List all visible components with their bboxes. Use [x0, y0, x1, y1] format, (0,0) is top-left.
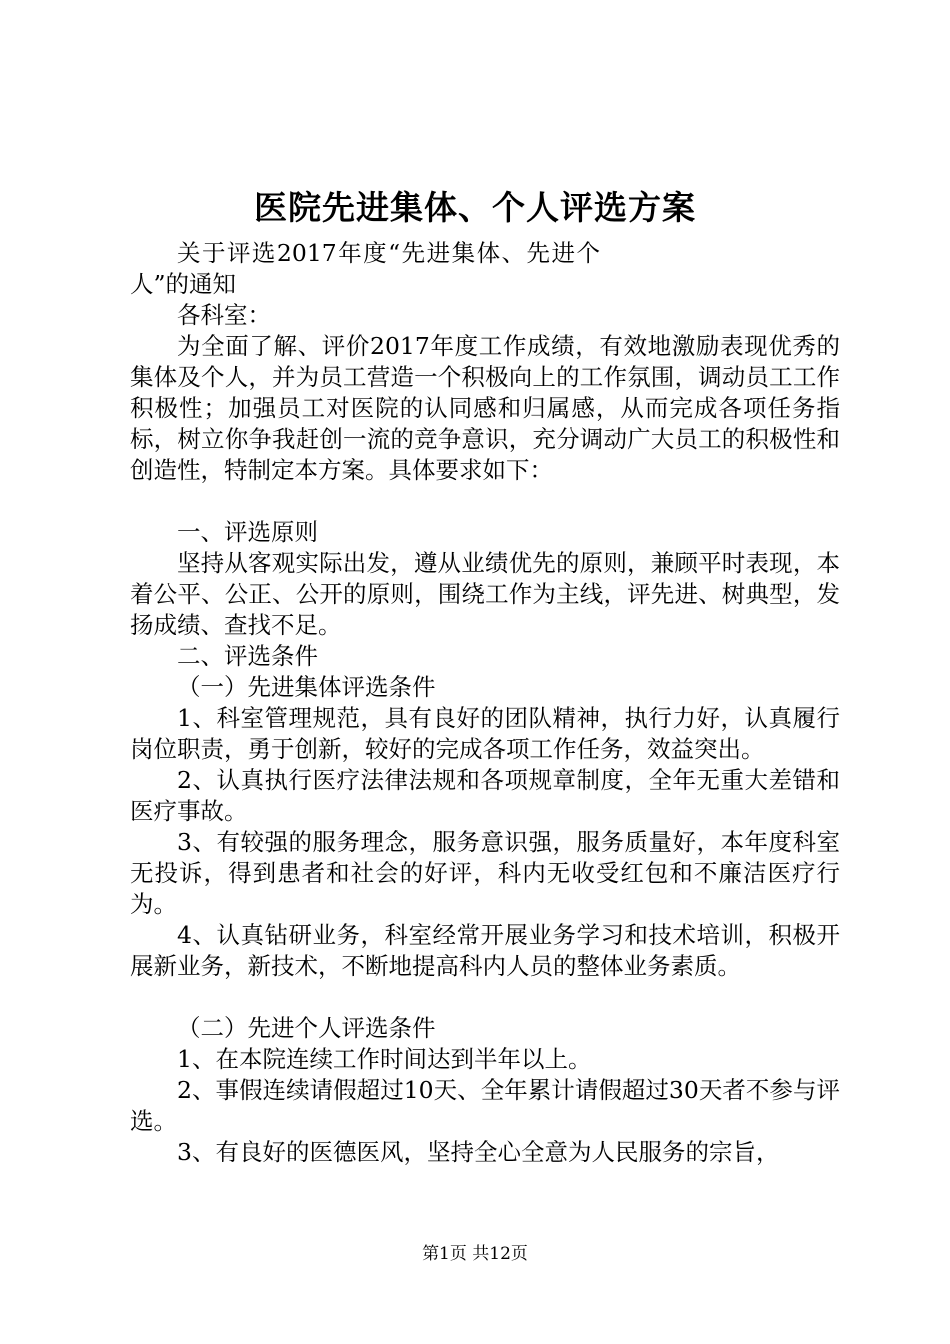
section-heading: 二、评选条件: [177, 642, 318, 670]
list-item: 1、在本院连续工作时间达到半年以上。: [177, 1045, 592, 1073]
intro-paragraph: 为全面了解、评价2017年度工作成绩，有效地激励表现优秀的集体及个人，并为员工营造一个积极向上的工作氛围，调动员工工作积极性；加强员工对医院的认同感和归属感，从而完成各项任务指标，树立你争我赶创一流的竞争意识，充分调动广大员工的积极性和创造性，特制定本方案。具体要求如下：: [130, 332, 840, 484]
salutation: 各科室：: [177, 301, 271, 329]
notice-heading: 关于评选2017年度“先进集体、先进个人”的通知: [130, 239, 600, 298]
list-item: 4、认真钻研业务，科室经常开展业务学习和技术培训，积极开展新业务，新技术，不断地提高科内人员的整体业务素质。: [130, 921, 840, 980]
list-item: 3、有良好的医德医风，坚持全心全意为人民服务的宗旨，: [177, 1138, 780, 1166]
page-number: 第1页 共12页: [422, 1244, 528, 1264]
document-title: 医院先进集体、个人评选方案: [254, 188, 696, 227]
list-item: 2、认真执行医疗法律法规和各项规章制度，全年无重大差错和医疗事故。: [130, 766, 840, 825]
spacer: [130, 486, 840, 517]
subsection-heading: （一）先进集体评选条件: [177, 673, 436, 701]
list-item: 3、有较强的服务理念，服务意识强，服务质量好，本年度科室无投诉，得到患者和社会的好评，科内无收受红包和不廉洁医疗行为。: [130, 828, 840, 918]
principle-paragraph: 坚持从客观实际出发，遵从业绩优先的原则，兼顾平时表现，本着公平、公正、公开的原则，围绕工作为主线，评先进、树典型，发扬成绩、查找不足。: [130, 549, 840, 639]
section-heading: 一、评选原则: [177, 518, 318, 546]
spacer: [130, 982, 840, 1013]
list-item: 2、事假连续请假超过10天、全年累计请假超过30天者不参与评选。: [130, 1076, 840, 1135]
subsection-heading: （二）先进个人评选条件: [177, 1014, 436, 1042]
list-item: 1、科室管理规范，具有良好的团队精神，执行力好，认真履行岗位职责，勇于创新，较好的完成各项工作任务，效益突出。: [130, 704, 840, 763]
document-body: [130, 238, 840, 1168]
